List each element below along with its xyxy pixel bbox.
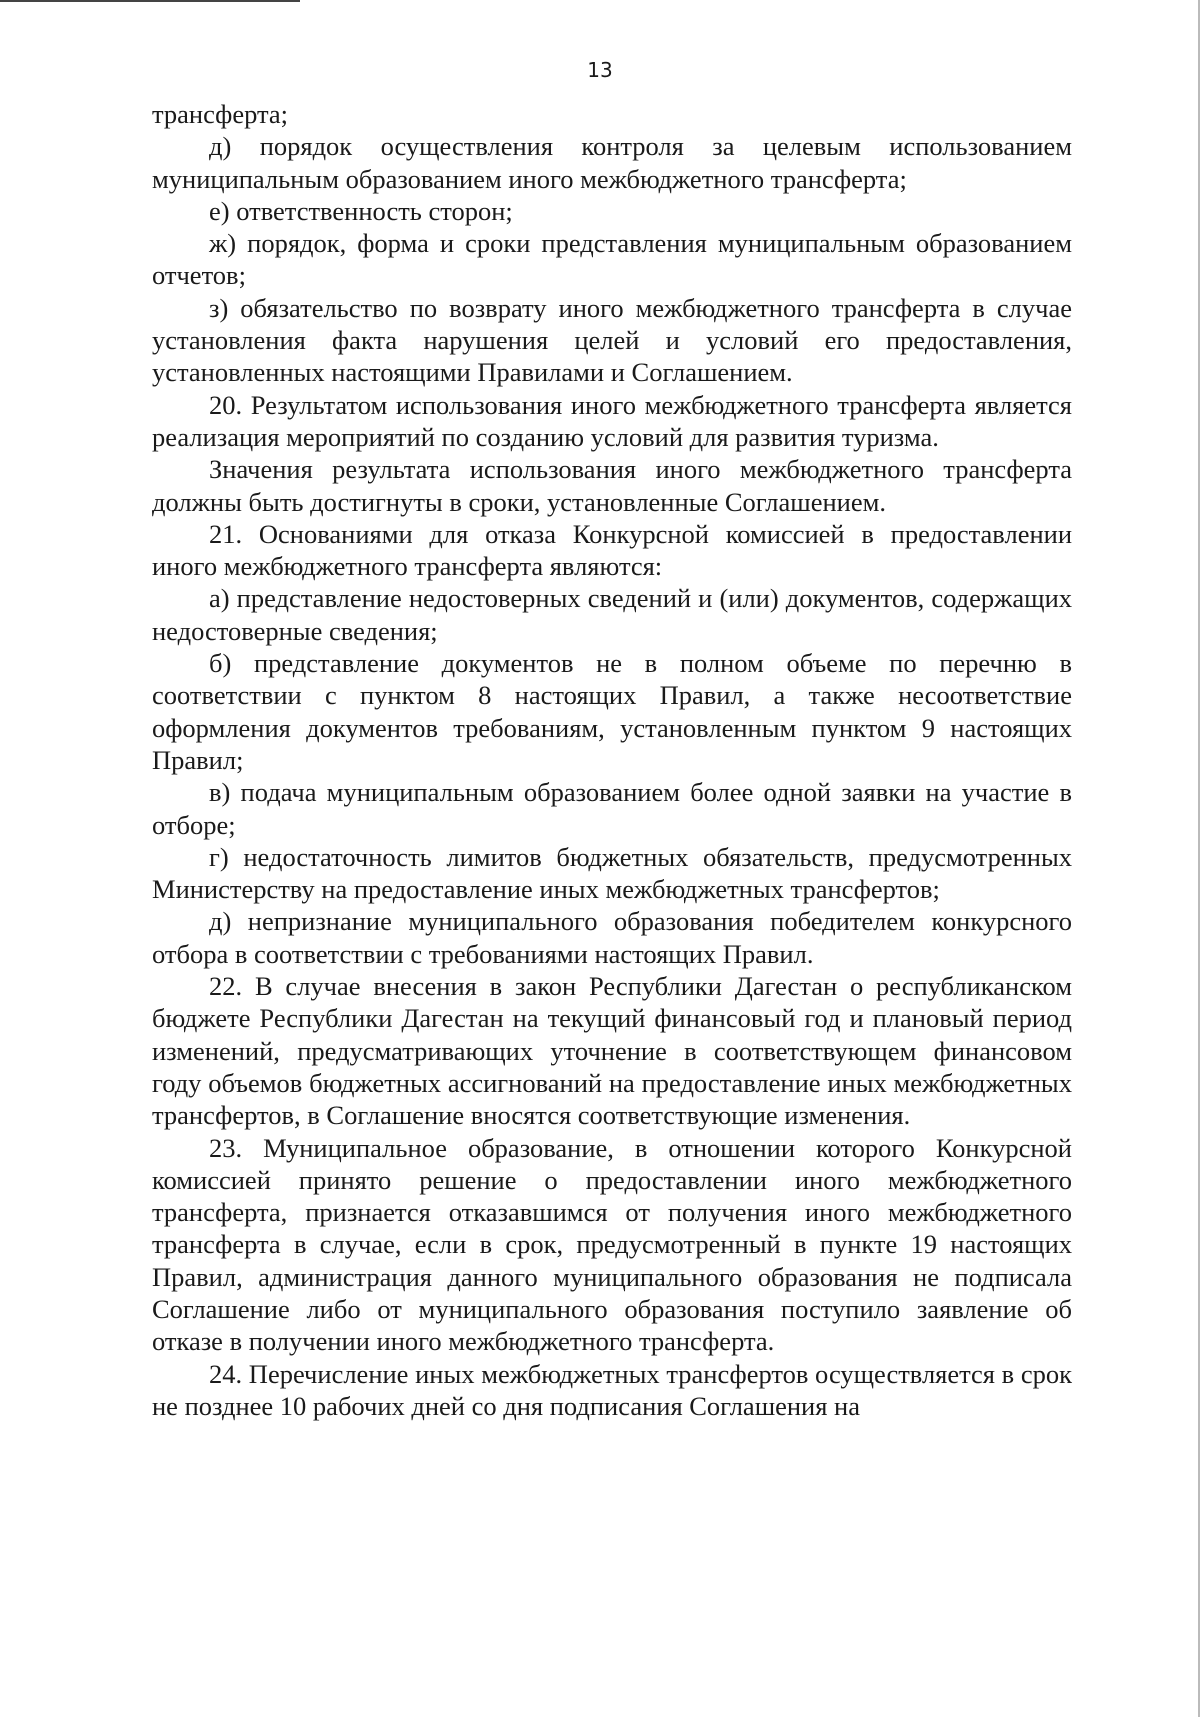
page-number: 13 bbox=[587, 58, 613, 82]
paragraph-21-item-b: б) представление документов не в полном объеме по перечню в соответствии с пунктом 8 настоящих Правил, а также несоответствие оформления документов требованиям, установленным пунктом 9 настоящих Правил; bbox=[152, 648, 1072, 775]
paragraph-20-result: 20. Результатом использования иного межбюджетного трансферта является реализация мероприятий по созданию условий для развития туризма. bbox=[152, 389, 1072, 452]
paragraph-24-transfer: 24. Перечисление иных межбюджетных трансфертов осуществляется в срок не позднее 10 рабочих дней со дня подписания Соглашения на bbox=[152, 1358, 1072, 1421]
paragraph-20-values: Значения результата использования иного межбюджетного трансферта должны быть достигнуты в сроки, установленные Соглашением. bbox=[152, 454, 1072, 517]
paragraph-21-item-v: в) подача муниципальным образованием более одной заявки на участие в отборе; bbox=[152, 777, 1072, 840]
paragraph-item-e-responsibility: е) ответственность сторон; bbox=[209, 195, 513, 226]
paragraph-21-item-d: д) непризнание муниципального образования победителем конкурсного отбора в соответствии с требованиями настоящих Правил. bbox=[152, 906, 1072, 969]
paragraph-item-z-obligation: з) обязательство по возврату иного межбюджетного трансферта в случае установления факта нарушения целей и условий его предоставления, установленных настоящими Правилами и Соглашением. bbox=[152, 292, 1072, 388]
paragraph-continuation: трансферта; bbox=[152, 99, 289, 129]
paragraph-21-item-g: г) недостаточность лимитов бюджетных обязательств, предусмотренных Министерству на предоставление иных межбюджетных трансфертов; bbox=[152, 841, 1072, 905]
paragraph-21-item-a: а) представление недостоверных сведений и (или) документов, содержащих недостоверные сведения; bbox=[152, 583, 1072, 646]
paragraph-21-grounds: 21. Основаниями для отказа Конкурсной комиссией в предоставлении иного межбюджетного трансферта являются: bbox=[152, 518, 1072, 582]
paragraph-23-refusal: 23. Муниципальное образование, в отношении которого Конкурсной комиссией принято решение о предоставлении иного межбюджетного трансферта, признается отказавшимся от получения иного межбюджетного трансферта в случае, если в срок, предусмотренный в пункте 19 настоящих Правил, администрация данного муниципального образования не подписала Соглашение либо от муниципального образования поступило заявление об отказе в получении иного межбюджетного трансферта. bbox=[152, 1132, 1072, 1357]
paragraph-item-zh-reports: ж) порядок, форма и сроки представления муниципальным образованием отчетов; bbox=[152, 228, 1072, 291]
paragraph-item-d-control: д) порядок осуществления контроля за целевым использованием муниципальным образованием иного межбюджетного трансферта; bbox=[152, 131, 1072, 194]
document-body bbox=[152, 98, 1072, 1422]
scan-edge-top bbox=[0, 0, 300, 2]
paragraph-22-changes: 22. В случае внесения в закон Республики Дагестан о республиканском бюджете Республики Дагестан на текущий финансовый год и плановый период изменений, предусматривающих уточнение в соответствующем финансовом году объемов бюджетных ассигнований на предоставление иных межбюджетных трансфертов, в Соглашение вносятся соответствующие изменения. bbox=[152, 971, 1072, 1131]
